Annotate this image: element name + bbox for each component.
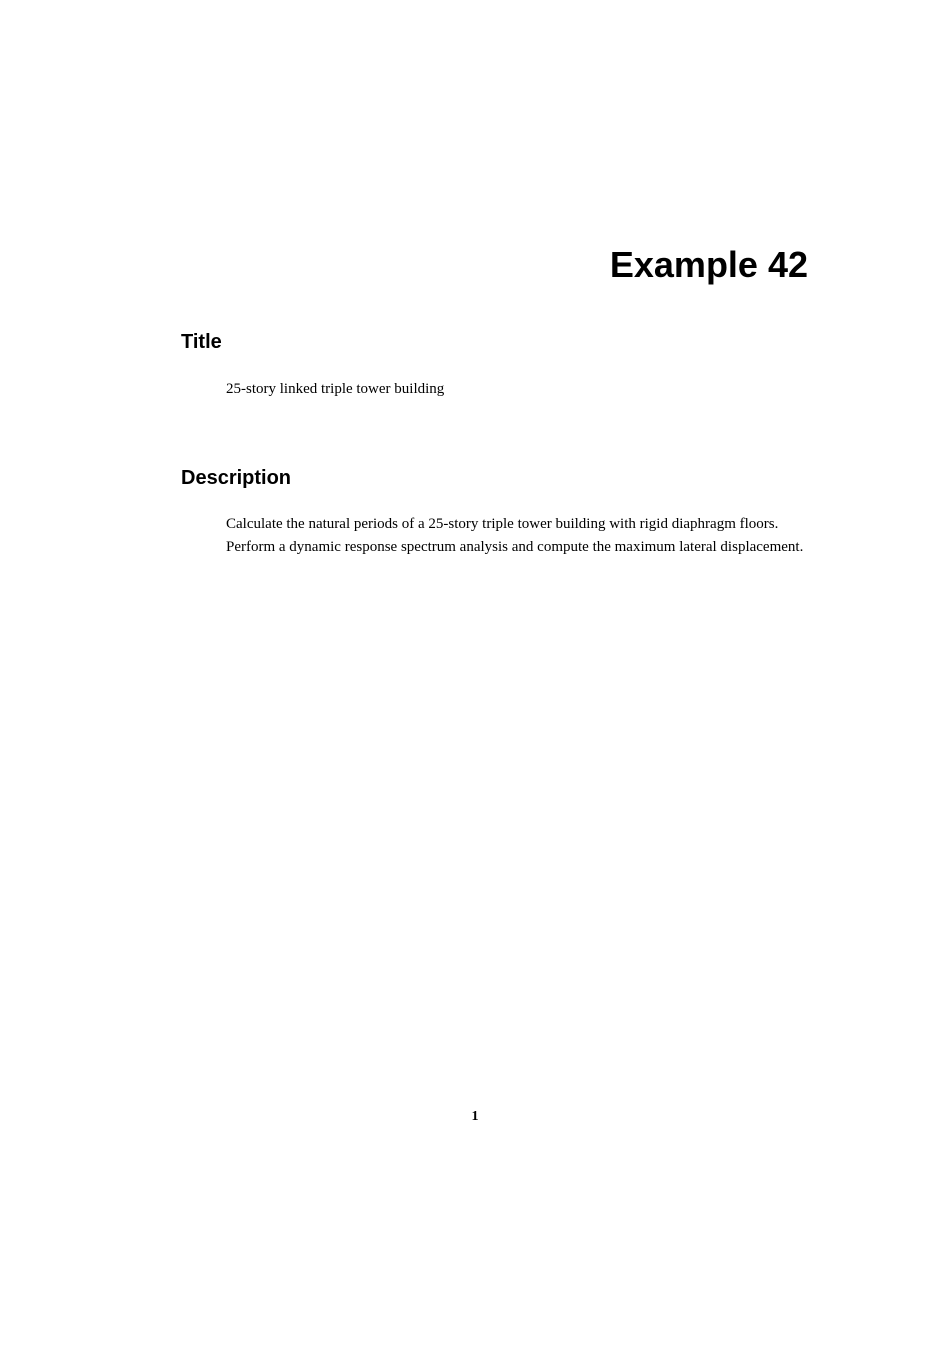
section-body-title: 25-story linked triple tower building bbox=[226, 381, 445, 397]
chapter-title: Example 42 bbox=[609, 244, 808, 285]
section-heading-description: Description bbox=[181, 467, 292, 489]
page-number: 1 bbox=[471, 1109, 479, 1124]
section-body-description: Calculate the natural periods of a 25-story triple tower building with rigid diaphragm floors. Perform a dynamic response spectrum analysis and compute the maximum lateral displacement. bbox=[226, 516, 804, 555]
section-heading-title: Title bbox=[181, 331, 222, 353]
